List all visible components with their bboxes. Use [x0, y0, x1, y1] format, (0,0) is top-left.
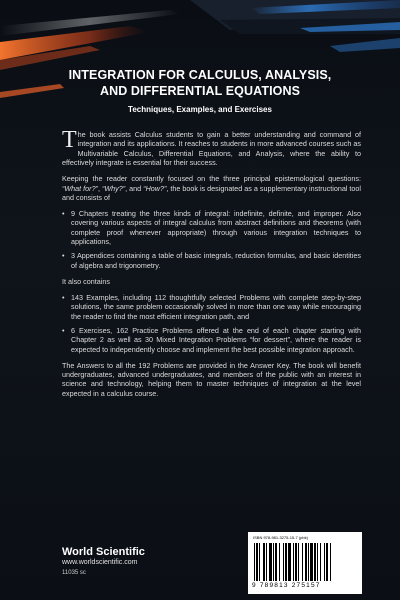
contents-list — [62, 209, 361, 270]
also-contains-list — [62, 293, 361, 354]
isbn-barcode — [248, 532, 362, 594]
blurb-text — [62, 127, 362, 405]
catalog-code: 11035 sc — [62, 570, 86, 576]
barcode-bar — [275, 543, 277, 581]
publisher-name: World Scientific — [62, 546, 145, 558]
list-item: • 6 Exercises, 162 Practice Problems offered at the end of each chapter starting with Chapter 2 as well as 30 Mixed Integration Problems “for dessert”, where the reader is expected to independently choose and implement the best possible integration approach. — [71, 326, 361, 354]
barcode-bar — [326, 543, 328, 581]
barcode-bar — [305, 543, 307, 581]
barcode-bar — [302, 543, 303, 581]
blurb-paragraph-1: The book assists Calculus students to gain a better understanding and command of integration and its applications. It reaches to students in more advanced courses such as Multivariable Calculus, Differential Equations, and Analysis, where the ability to effectively integrate is essential for their success. — [62, 127, 361, 168]
list-item: • 3 Appendices containing a table of basic integrals, reduction formulas, and basic identities of algebra and trigonometry. — [71, 251, 361, 270]
barcode-bar — [256, 543, 258, 581]
barcode-bar — [330, 543, 331, 581]
book-subtitle: Techniques, Examples, and Exercises — [128, 105, 272, 114]
title-line-2: AND DIFFERENTIAL EQUATIONS — [99, 84, 301, 98]
list-item: • 9 Chapters treating the three kinds of integral: indefinite, definite, and improper. Also covering various aspects of integral calculus from abstract definitions and theorems (with complete proof whenever appropriate) through various integration techniques to applications, — [71, 209, 361, 247]
barcode-bar — [269, 543, 272, 581]
barcode-bar — [288, 543, 291, 581]
blurb-paragraph-2: Keeping the reader constantly focused on the three principal epistemological questions: “What for?”, “Why?”, and “How?”, the book is designated as a supplementary instructional tool and consists of — [62, 174, 362, 202]
blurb-paragraph-4: The Answers to all the 192 Problems are provided in the Answer Key. The book will benefit undergraduates, advanced undergraduates, and members of the public with an interest in science and technology, helping them to master techniques of integration at the level expected in a calculus course. — [62, 360, 361, 398]
barcode-bar — [283, 543, 284, 581]
book-title — [40, 67, 360, 99]
barcode-bar — [285, 543, 287, 581]
blurb-paragraph-3: It also contains — [62, 276, 110, 286]
barcode-bar — [259, 543, 260, 581]
barcode-bar — [310, 543, 313, 581]
barcode-bar — [263, 543, 265, 581]
barcode-icon — [253, 543, 357, 581]
barcode-bar — [298, 543, 299, 581]
barcode-bar — [317, 543, 318, 581]
publisher-url: www.worldscientific.com — [62, 559, 138, 566]
barcode-bar — [273, 543, 274, 581]
drop-cap: T — [62, 127, 77, 153]
isbn-small-text: ISBN 978-981-3275-15-7 (pbk) — [253, 535, 308, 540]
barcode-bar — [295, 543, 297, 581]
barcode-bar — [324, 543, 325, 581]
title-line-1: INTEGRATION FOR CALCULUS, ANALYSIS, — [68, 68, 332, 82]
barcode-bar — [279, 543, 280, 581]
barcode-bar — [314, 543, 316, 581]
barcode-bar — [266, 543, 267, 581]
barcode-bar — [308, 543, 309, 581]
list-item: • 143 Examples, including 112 thoughtfully selected Problems with complete step-by-step solutions, the same problem occasionally solved in more than one way while encouraging the reader to find the most efficient integration path, and — [71, 293, 361, 321]
barcode-bar — [254, 543, 255, 581]
barcode-bar — [320, 543, 321, 581]
barcode-bar — [293, 543, 294, 581]
isbn-digits: 9 789813 275157 — [252, 582, 321, 589]
